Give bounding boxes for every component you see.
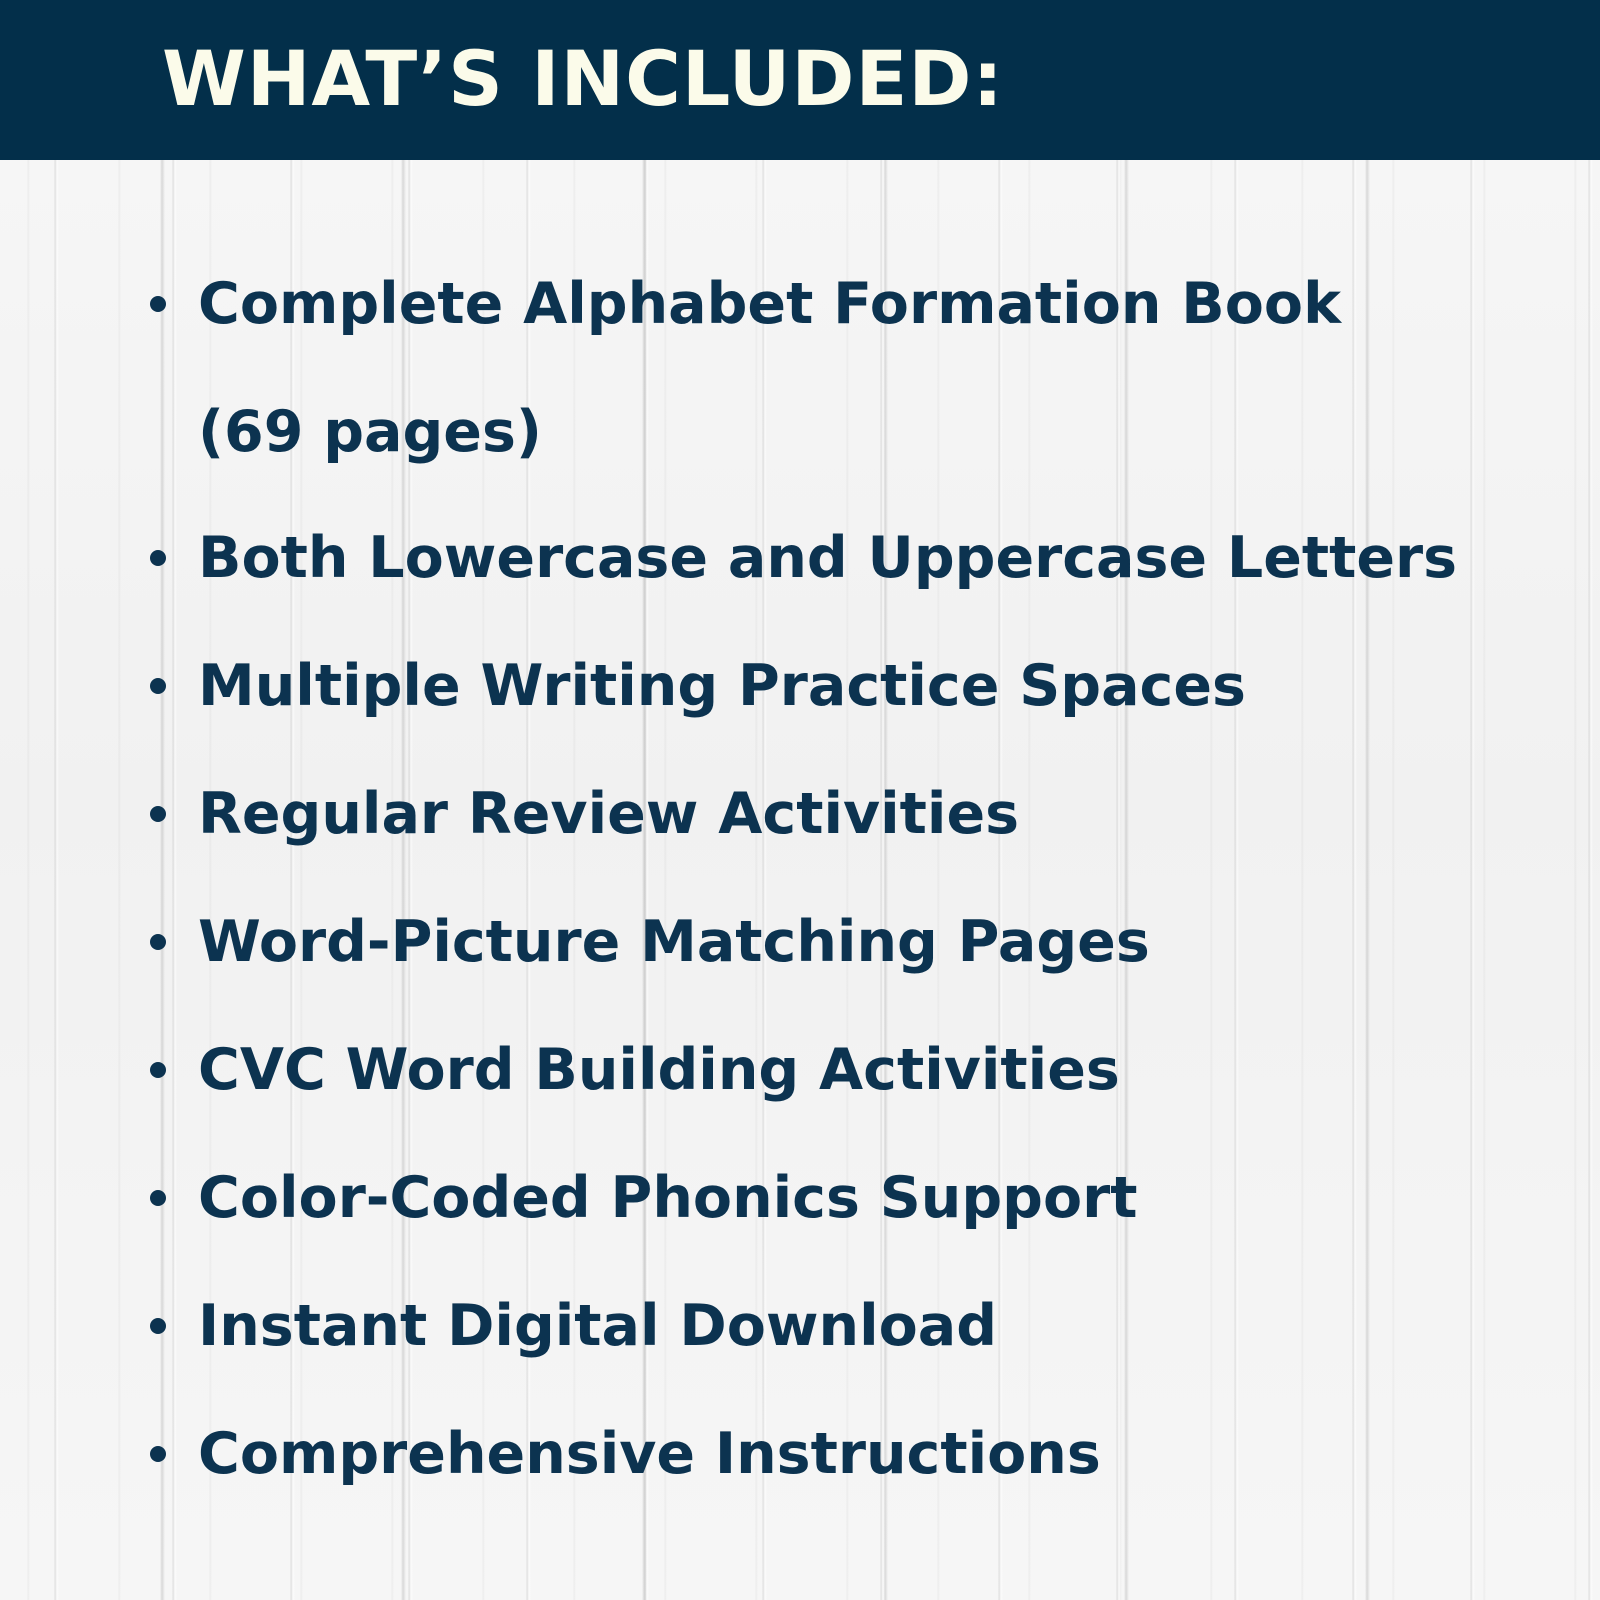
- list-item-line-1: Complete Alphabet Formation Book: [198, 271, 1341, 337]
- bullet-icon: [150, 296, 166, 312]
- bullet-icon: [150, 1190, 166, 1206]
- page-title: WHAT’S INCLUDED:: [162, 34, 1004, 123]
- bullet-icon: [150, 678, 166, 694]
- list-item-text: Both Lowercase and Uppercase Letters: [198, 525, 1458, 591]
- bullet-icon: [150, 1446, 166, 1462]
- list-item-text: Instant Digital Download: [198, 1293, 998, 1359]
- list-item-text: Color-Coded Phonics Support: [198, 1165, 1138, 1231]
- bullet-icon: [150, 550, 166, 566]
- list-item-text: Word-Picture Matching Pages: [198, 909, 1150, 975]
- header-banner: [0, 0, 1600, 160]
- list-item-text: Comprehensive Instructions: [198, 1421, 1101, 1487]
- list-item-text: [198, 256, 1341, 480]
- bullet-icon: [150, 806, 166, 822]
- bullet-icon: [150, 934, 166, 950]
- bullet-icon: [150, 1318, 166, 1334]
- list-item-text: Regular Review Activities: [198, 781, 1020, 847]
- bullet-icon: [150, 1062, 166, 1078]
- list-item-text: CVC Word Building Activities: [198, 1037, 1120, 1103]
- list-item-text: Multiple Writing Practice Spaces: [198, 653, 1246, 719]
- list-item-line-2: (69 pages): [198, 399, 542, 465]
